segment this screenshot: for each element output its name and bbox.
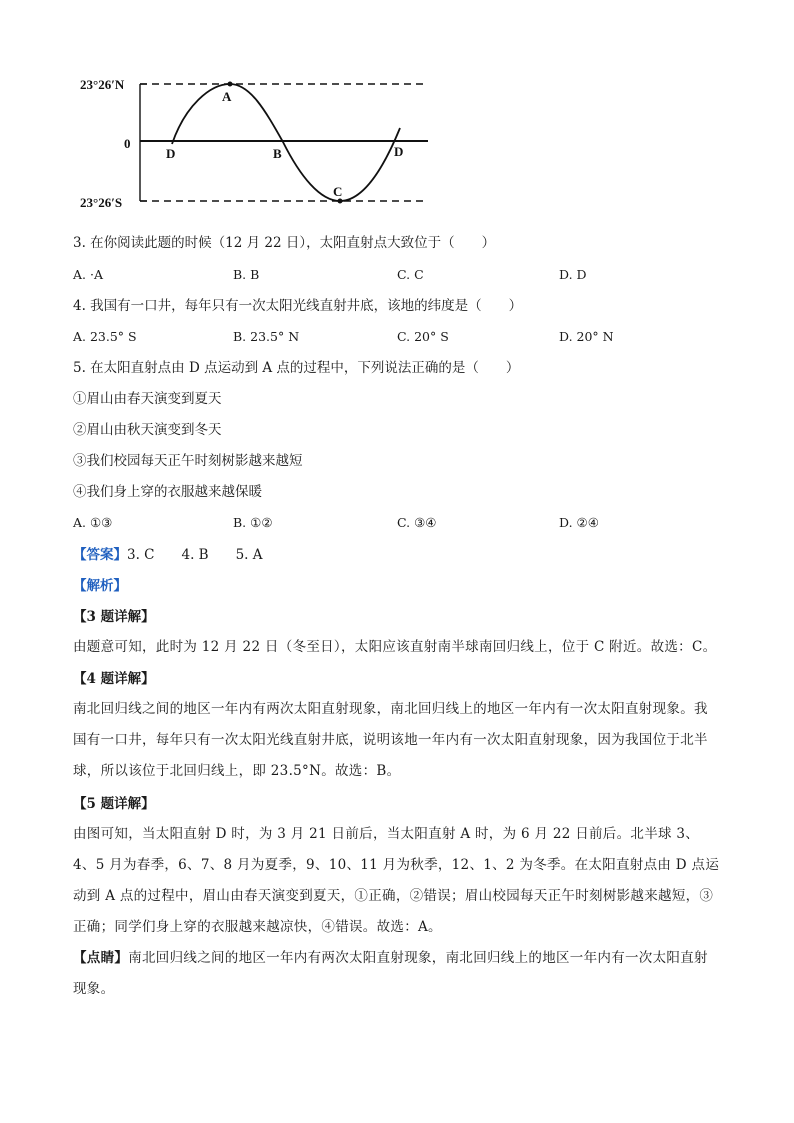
q4-option-b: B. 23.5° N bbox=[233, 329, 300, 344]
q3-option-b: B. B bbox=[233, 267, 260, 282]
q5-option-c: C. ③④ bbox=[397, 515, 437, 530]
q4-option-d: D. 20° N bbox=[559, 329, 614, 344]
detail3-text: 由题意可知，此时为 12 月 22 日（冬至日），太阳应该直射南半球南回归线上，位于 C 附近。故选：C。 bbox=[73, 639, 717, 655]
q5-item-2: ②眉山由秋天演变到冬天 bbox=[73, 422, 222, 438]
point-B-label: B bbox=[273, 146, 282, 161]
lat-north-label: 23°26′N bbox=[80, 77, 125, 92]
dianjing-block bbox=[73, 943, 721, 1005]
dianjing-label: 【点睛】 bbox=[73, 950, 129, 966]
q5-option-b: B. ①② bbox=[233, 515, 273, 530]
q4-stem: 4. 我国有一口井，每年只有一次太阳光线直射井底，该地的纬度是（ ） bbox=[73, 298, 523, 314]
detail3-label: 【3 题详解】 bbox=[73, 609, 155, 625]
answer-line bbox=[73, 545, 263, 565]
answer-text: 3. C 4. B 5. A bbox=[127, 547, 263, 563]
q3-option-a: A. ·A bbox=[73, 267, 103, 282]
solar-migration-diagram bbox=[80, 72, 440, 212]
lat-south-label: 23°26′S bbox=[80, 195, 123, 210]
point-A-label: A bbox=[222, 89, 232, 104]
q3-option-c: C. C bbox=[397, 267, 424, 282]
detail4-label: 【4 题详解】 bbox=[73, 671, 155, 687]
dianjing-text: 南北回归线之间的地区一年内有两次太阳直射现象，南北回归线上的地区一年内有一次太阳直射现象。 bbox=[73, 950, 708, 997]
point-D-left-label: D bbox=[166, 146, 176, 161]
q5-option-a: A. ①③ bbox=[73, 515, 113, 530]
detail5-text: 由图可知，当太阳直射 D 时，为 3 月 21 日前后，当太阳直射 A 时，为 6 月 22 日前后。北半球 3、4、5 月为春季，6、7、8 月为夏季，9、10、11 月为秋季，12、1、2 为冬季。在太阳直射点由 D 点运动到 A 点的过程中，眉山由春天演变到夏天，①正确，②错误；眉山校园每天正午时刻树影越来越短，③正确；同学们身上穿的衣服越来越凉快，④错误。故选：A。 bbox=[73, 826, 720, 935]
point-C-label: C bbox=[333, 184, 343, 199]
point-D-right-label: D bbox=[394, 144, 404, 159]
sun-direct-point-curve bbox=[172, 84, 400, 201]
point-A-marker bbox=[228, 82, 233, 87]
q4-option-c: C. 20° S bbox=[397, 329, 449, 344]
answer-label: 【答案】 bbox=[73, 547, 127, 563]
detail4-text: 南北回归线之间的地区一年内有两次太阳直射现象，南北回归线上的地区一年内有一次太阳直射现象。我国有一口井，每年只有一次太阳光线直射井底，说明该地一年内有一次太阳直射现象，因为我国位于北半球，所以该位于北回归线上，即 23.5°N。故选：B。 bbox=[73, 701, 708, 779]
q3-option-d: D. D bbox=[559, 267, 587, 282]
detail5-label: 【5 题详解】 bbox=[73, 796, 155, 812]
q5-item-3: ③我们校园每天正午时刻树影越来越短 bbox=[73, 453, 303, 469]
q5-item-1: ①眉山由春天演变到夏天 bbox=[73, 391, 222, 407]
q4-option-a: A. 23.5° S bbox=[73, 329, 137, 344]
q5-item-4: ④我们身上穿的衣服越来越保暖 bbox=[73, 484, 262, 500]
zero-label: 0 bbox=[124, 136, 131, 151]
analysis-label: 【解析】 bbox=[73, 578, 127, 594]
q5-option-d: D. ②④ bbox=[559, 515, 599, 530]
point-C-marker bbox=[338, 199, 343, 204]
q3-stem: 3. 在你阅读此题的时候（12 月 22 日），太阳直射点大致位于（ ） bbox=[73, 235, 496, 251]
q5-stem: 5. 在太阳直射点由 D 点运动到 A 点的过程中，下列说法正确的是（ ） bbox=[73, 360, 520, 376]
